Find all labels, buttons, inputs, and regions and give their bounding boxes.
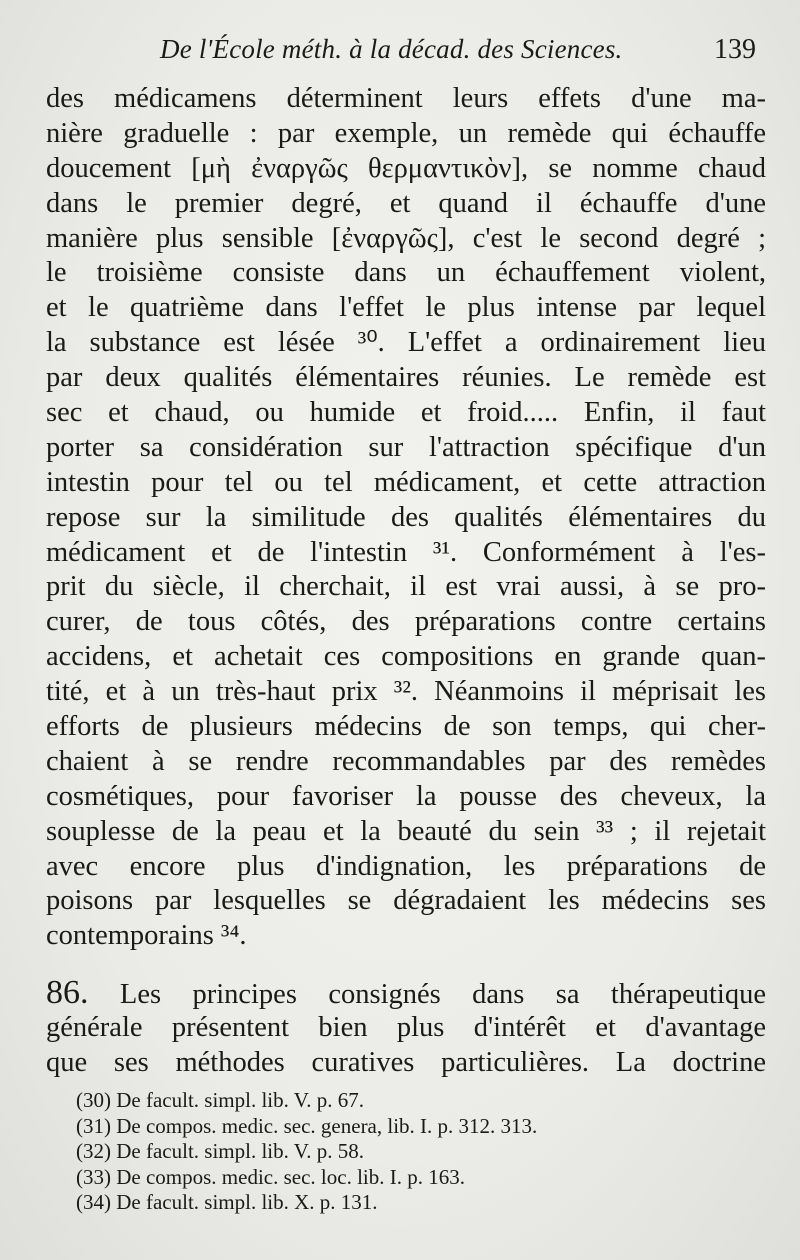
text-line: prit du siècle, il cherchait, il est vrai aussi, à se pro- xyxy=(46,571,766,603)
text-line: des médicamens déterminent leurs effets d'une ma- xyxy=(46,83,766,114)
text-line: tité, et à un très-haut prix ³². Néanmoins il méprisait les xyxy=(46,676,766,708)
text-line: curer, de tous côtés, des préparations contre certains xyxy=(46,606,766,638)
text-line: générale présentent bien plus d'intérêt et d'avantage xyxy=(46,1012,766,1044)
text-line: souplesse de la peau et la beauté du sein ³³ ; il rejetait xyxy=(46,815,766,847)
running-title: De l'École méth. à la décad. des Sciences. xyxy=(160,34,623,64)
text-line: sec et chaud, ou humide et froid..... Enfin, il faut xyxy=(46,397,766,429)
text-line: cosmétiques, pour favoriser la pousse des cheveux, la xyxy=(46,780,766,812)
text-line: contemporains ³⁴. xyxy=(46,920,247,952)
text-line: chaient à se rendre recommandables par des remèdes xyxy=(46,745,766,777)
text-line: efforts de plusieurs médecins de son temps, qui cher- xyxy=(46,711,766,743)
text-line: par deux qualités élémentaires réunies. Le remède est xyxy=(46,362,766,394)
text-line: dans le premier degré, et quand il échauffe d'une xyxy=(46,187,766,219)
text-line-content: Les principes consignés dans sa thérapeutique xyxy=(119,979,767,1011)
text-line: avec encore plus d'indignation, les préparations de xyxy=(46,850,766,882)
footnotes xyxy=(76,1088,716,1216)
text-line: repose sur la similitude des qualités élémentaires du xyxy=(46,501,766,533)
text-line: la substance est lésée ³⁰. L'effet a ordinairement lieu xyxy=(46,327,766,359)
footnote: (30) De facult. simpl. lib. V. p. 67. xyxy=(76,1088,364,1112)
text-line xyxy=(46,976,766,1011)
text-line: poisons par lesquelles se dégradaient les médecins ses xyxy=(46,885,766,917)
text-line: et le quatrième dans l'effet le plus intense par lequel xyxy=(46,292,766,324)
text-line: intestin pour tel ou tel médicament, et cette attraction xyxy=(46,466,766,498)
page-number: 139 xyxy=(714,34,756,65)
text-line: nière graduelle : par exemple, un remède qui échauffe xyxy=(46,117,766,149)
running-head xyxy=(40,34,756,74)
footnote: (32) De facult. simpl. lib. V. p. 58. xyxy=(76,1139,364,1163)
text-line: médicament et de l'intestin ³¹. Conformément à l'es- xyxy=(46,536,766,568)
footnote: (34) De facult. simpl. lib. X. p. 131. xyxy=(76,1190,378,1214)
text-line: accidens, et achetait ces compositions en grande quan- xyxy=(46,641,766,673)
paragraph-gap xyxy=(46,954,766,976)
paragraph-86 xyxy=(46,976,766,1081)
text-line: porter sa considération sur l'attraction spécifique d'un xyxy=(46,431,766,463)
body-text xyxy=(46,82,766,1081)
text-line: doucement [μὴ ἐναργῶς θερμαντικὸν], se nomme chaud xyxy=(46,152,766,184)
paragraph-number: 86. xyxy=(46,974,89,1012)
text-line: que ses méthodes curatives particulières. La doctrine xyxy=(46,1047,766,1079)
text-line: le troisième consiste dans un échauffement violent, xyxy=(46,257,766,289)
footnote: (33) De compos. medic. sec. loc. lib. I. p. 163. xyxy=(76,1164,465,1189)
footnote: (31) De compos. medic. sec. genera, lib. I. p. 312. 313. xyxy=(76,1113,538,1138)
paragraph-85-continued xyxy=(46,82,766,954)
text-line: manière plus sensible [ἐναργῶς], c'est le second degré ; xyxy=(46,222,766,254)
